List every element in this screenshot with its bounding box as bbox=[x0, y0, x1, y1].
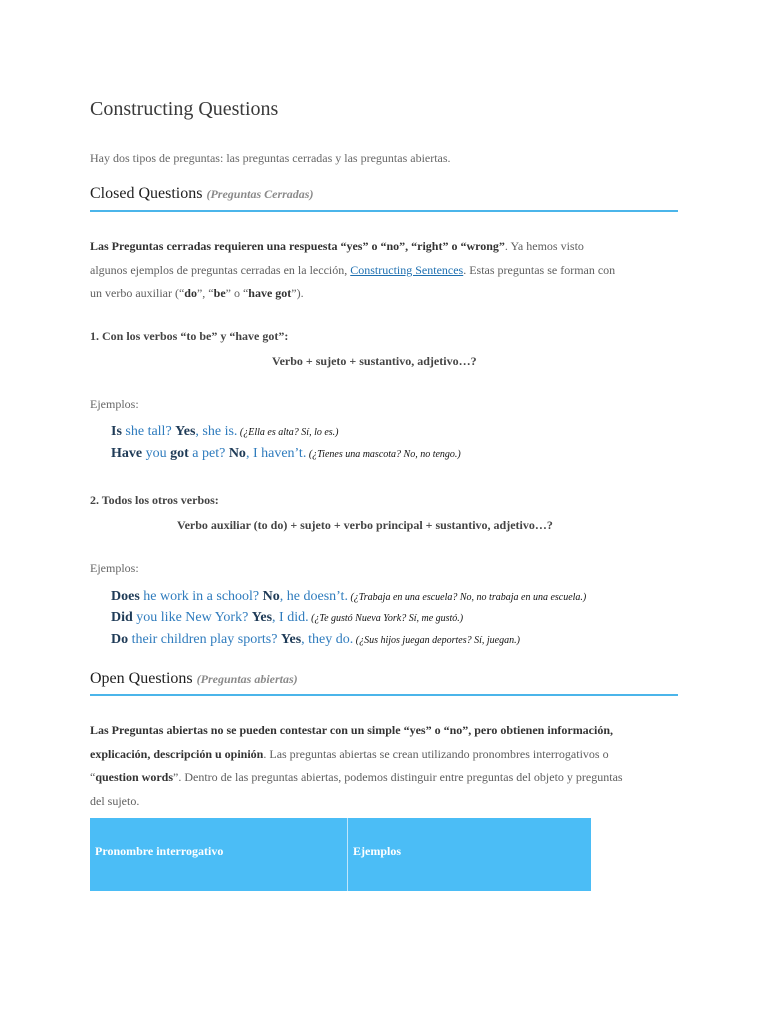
constructing-sentences-link[interactable]: Constructing Sentences bbox=[350, 262, 464, 277]
rule-1-formula: Verbo + sujeto + sustantivo, adjetivo…? bbox=[272, 354, 477, 368]
closed-line-1: Las Preguntas cerradas requieren una respuesta “yes” o “no”, “right” o “wrong”. Ya hemos visto bbox=[90, 239, 584, 253]
example-line: Have you got a pet? No, I haven’t. (¿Tienes una mascota? No, no tengo.) bbox=[111, 446, 461, 461]
open-line-1: Las Preguntas abiertas no se pueden contestar con un simple “yes” o “no”, pero obtienen información, bbox=[90, 723, 614, 737]
rule-2-formula: Verbo auxiliar (to do) + sujeto + verbo principal + sustantivo, adjetivo…? bbox=[177, 518, 553, 532]
closed-intro-paragraph bbox=[90, 235, 680, 306]
open-questions-heading bbox=[90, 670, 298, 688]
page-title: Constructing Questions bbox=[90, 98, 279, 120]
closed-line-3: un verbo auxiliar (“do”, “be” o “have got”). bbox=[90, 286, 304, 300]
example-line: Do their children play sports? Yes, they do. (¿Sus hijos juegan deportes? Sí, juegan.) bbox=[111, 632, 520, 647]
examples-label-2: Ejemplos: bbox=[90, 561, 139, 575]
table-header-pronombre: Pronombre interrogativo bbox=[95, 844, 224, 858]
section-divider bbox=[90, 210, 678, 212]
intro-text: Hay dos tipos de preguntas: las preguntas cerradas y las preguntas abiertas. bbox=[90, 151, 451, 165]
examples-label-1: Ejemplos: bbox=[90, 397, 139, 411]
pronouns-table-header bbox=[90, 818, 591, 891]
open-heading-sub: (Preguntas abiertas) bbox=[196, 672, 298, 686]
section-divider bbox=[90, 694, 678, 696]
open-heading-text: Open Questions bbox=[90, 670, 193, 687]
table-column-divider bbox=[347, 818, 348, 891]
closed-questions-heading bbox=[90, 185, 313, 203]
table-header-ejemplos: Ejemplos bbox=[353, 844, 401, 858]
open-line-2: explicación, descripción u opinión. Las preguntas abiertas se crean utilizando pronombres interrogativos o bbox=[90, 746, 609, 761]
closed-heading-sub: (Preguntas Cerradas) bbox=[206, 187, 314, 201]
open-intro-paragraph bbox=[90, 719, 680, 813]
closed-line-2: algunos ejemplos de preguntas cerradas en la lección, Constructing Sentences. Estas preguntas se forman con bbox=[90, 262, 616, 277]
open-line-4: del sujeto. bbox=[90, 793, 140, 808]
example-line: Does he work in a school? No, he doesn’t. (¿Trabaja en una escuela? No, no trabaja en una escuela.) bbox=[111, 589, 587, 604]
example-line: Is she tall? Yes, she is. (¿Ella es alta? Sí, lo es.) bbox=[111, 424, 339, 439]
rule-2-label: 2. Todos los otros verbos: bbox=[90, 493, 219, 507]
example-line: Did you like New York? Yes, I did. (¿Te gustó Nueva York? Sí, me gustó.) bbox=[111, 610, 464, 625]
closed-heading-text: Closed Questions bbox=[90, 185, 203, 202]
rule-1-label: 1. Con los verbos “to be” y “have got”: bbox=[90, 329, 289, 343]
open-line-3: “question words”. Dentro de las preguntas abiertas, podemos distinguir entre preguntas del objeto y preguntas bbox=[90, 770, 623, 784]
